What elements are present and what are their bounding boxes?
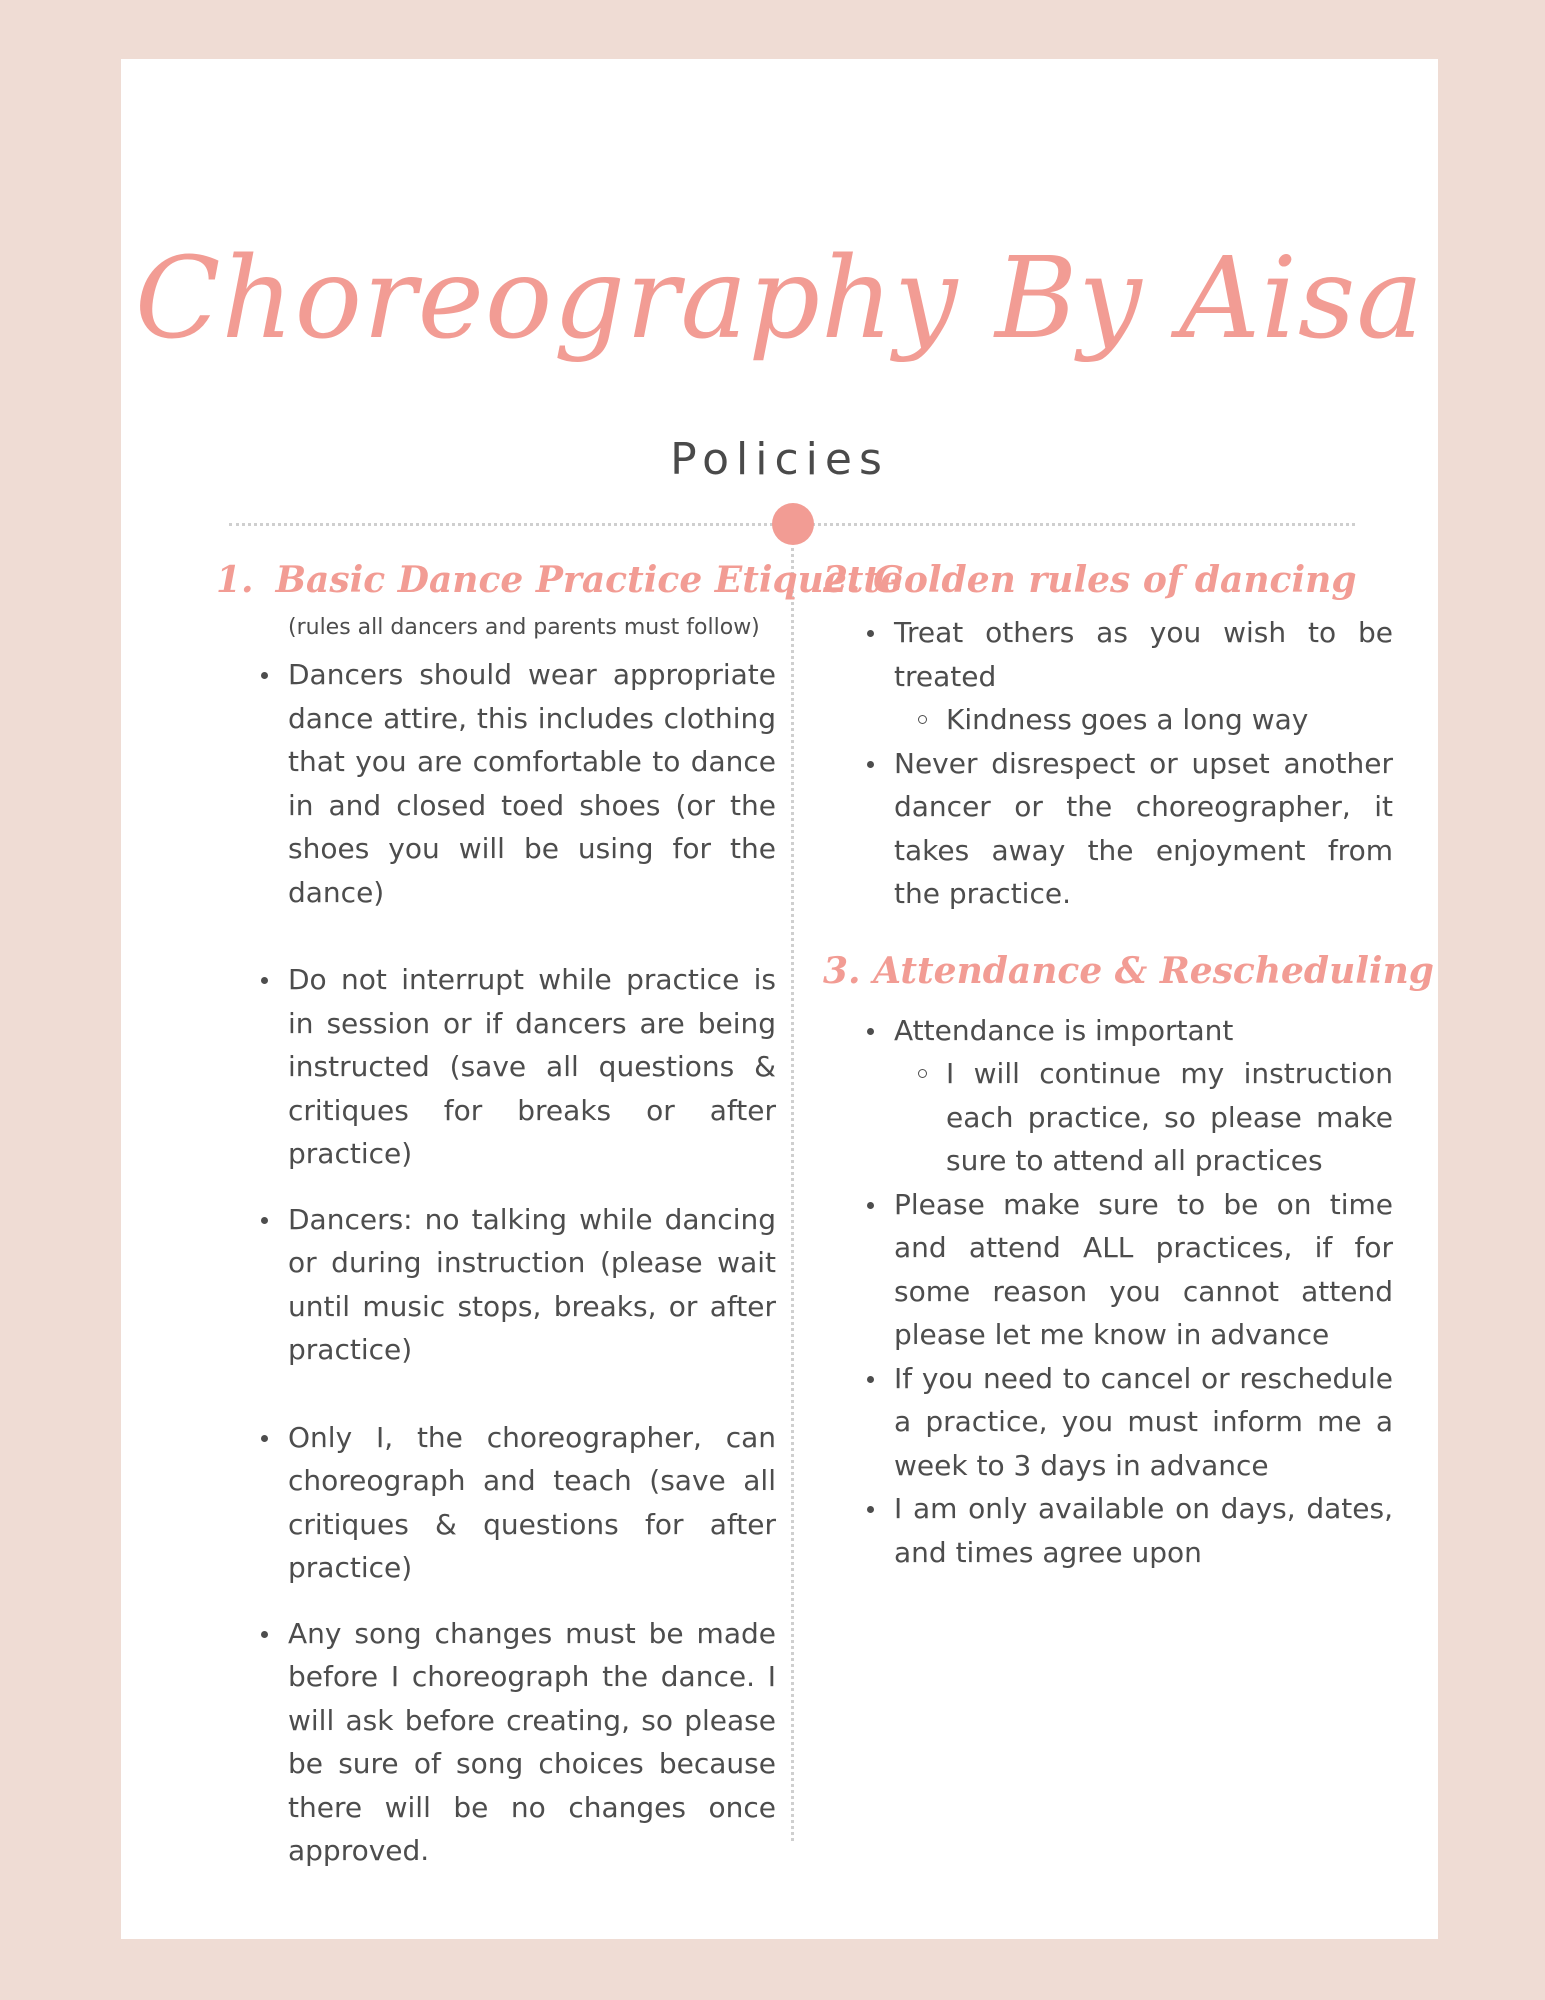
- list-item: Any song changes must be made before I choreograph the dance. I will ask before creating, so please be sure of song choices because there will be no changes once approved.: [216, 1612, 776, 1873]
- etiquette-list: [216, 653, 776, 1873]
- list-item: Dancers: no talking while dancing or during instruction (please wait until music stops, breaks, or after practice): [216, 1198, 776, 1372]
- list-item: Only I, the choreographer, can choreograph and teach (save all critiques & questions for after practice): [216, 1416, 776, 1590]
- page-title: Choreography By Aisa: [134, 234, 1425, 364]
- section-heading: 3. Attendance & Rescheduling: [823, 949, 1434, 992]
- list-item: If you need to cancel or reschedule a practice, you must inform me a week to 3 days in advance: [823, 1357, 1393, 1488]
- policy-page: [121, 59, 1438, 1939]
- section-heading-text: Basic Dance Practice Etiquette: [275, 559, 903, 601]
- divider-dot: [772, 503, 814, 545]
- list-item: Please make sure to be on time and attend ALL practices, if for some reason you cannot attend please let me know in advance: [823, 1183, 1393, 1357]
- section-golden-rules: [823, 557, 1434, 1574]
- section-number: 1.: [216, 559, 254, 601]
- section-etiquette: [216, 557, 903, 1873]
- sub-list-item: I will continue my instruction each practice, so please make sure to attend all practices: [823, 1052, 1393, 1183]
- sub-list-item: Kindness goes a long way: [823, 698, 1393, 742]
- list-item: Do not interrupt while practice is in session or if dancers are being instructed (save all questions & critiques for breaks or after practice): [216, 958, 776, 1176]
- list-item: Attendance is important: [823, 1009, 1393, 1053]
- section-heading: [216, 557, 903, 603]
- list-item: Treat others as you wish to be treated: [823, 611, 1393, 698]
- list-item: Dancers should wear appropriate dance attire, this includes clothing that you are comfortable to dance in and closed toed shoes (or the shoes you will be using for the dance): [216, 653, 776, 914]
- section-note: (rules all dancers and parents must follow): [288, 615, 760, 640]
- section-heading: 2. Golden rules of dancing: [823, 559, 1357, 601]
- list-item: Never disrespect or upset another dancer or the choreographer, it takes away the enjoyment from the practice.: [823, 742, 1393, 916]
- list-item: I am only available on days, dates, and times agree upon: [823, 1487, 1393, 1574]
- vertical-divider: [791, 541, 794, 1841]
- golden-rules-list: [823, 611, 1393, 916]
- attendance-list: [823, 1009, 1393, 1575]
- page-subtitle: Policies: [670, 434, 889, 485]
